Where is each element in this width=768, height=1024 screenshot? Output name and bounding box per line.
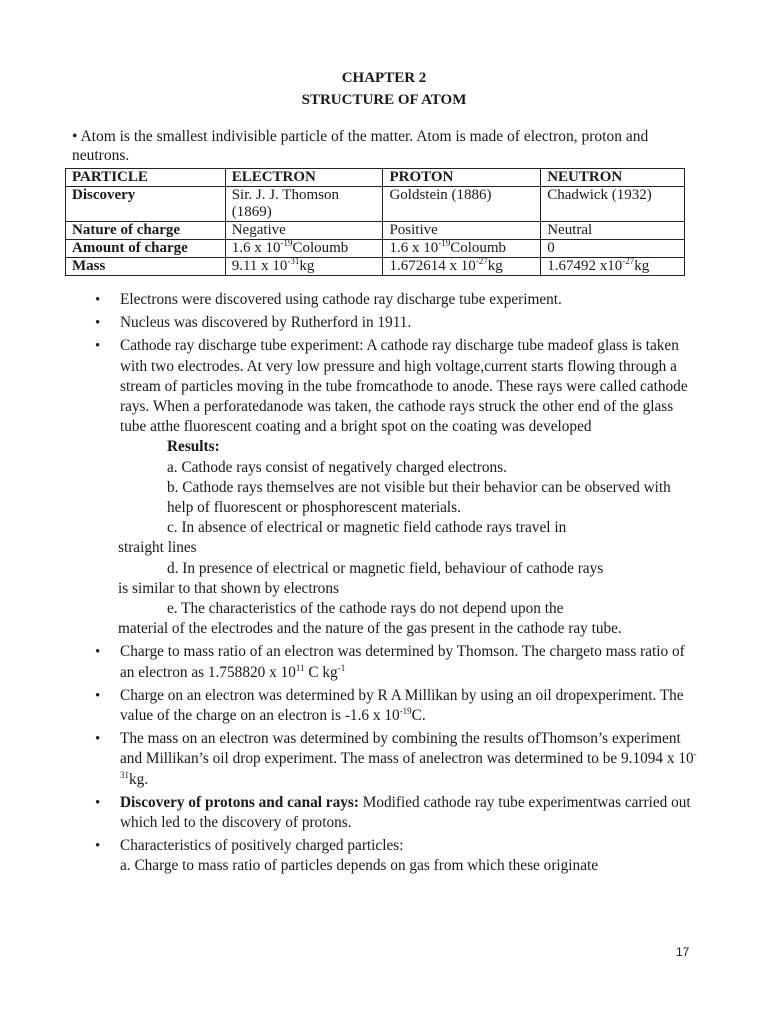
row-label: Nature of charge bbox=[66, 222, 226, 240]
list-item: • Charge on an electron was determined by R A Millikan by using an oil dropexperiment. The value of the charge on an electron is -1.6 x $10^{-19}C$. bbox=[95, 686, 700, 726]
table-cell: Goldstein (1886) bbox=[383, 187, 541, 222]
result-line: is similar to that shown by electrons bbox=[118, 579, 339, 597]
results-heading: Results: bbox=[167, 438, 220, 456]
intro-paragraph: • Atom is the smallest indivisible particle of the matter. Atom is made of electron, proton and neutrons. bbox=[72, 128, 649, 164]
row-label: Mass bbox=[66, 258, 226, 276]
result-line: a. Cathode rays consist of negatively charged electrons. bbox=[167, 458, 507, 476]
result-line: a. Charge to mass ratio of particles depends on gas from which these originate bbox=[120, 857, 599, 875]
table-row bbox=[66, 258, 685, 276]
paragraph: • Cathode ray discharge tube experiment: A cathode ray discharge tube madeof glass is taken with two electrodes. At very low pressure and high voltage,current starts flowing through a stream of particles moving in the tube fromcathode to anode. These rays were called cathode rays. When a perforatedanode was taken, the cathode rays struck the other end of the glass tube atthe fluorescent coating and a bright spot on the coating was developed bbox=[120, 337, 688, 436]
result-line: material of the electrodes and the nature of the gas present in the cathode ray tube. bbox=[118, 620, 622, 638]
page-number: 17 bbox=[676, 945, 690, 959]
table-cell: Sir. J. J. Thomson (1869) bbox=[225, 187, 383, 222]
particle-table bbox=[65, 168, 685, 276]
table-cell: Positive bbox=[383, 222, 541, 240]
list-item: • Characteristics of positively charged particles: a. Charge to mass ratio of particles depends on gas from which these originate bbox=[95, 836, 700, 876]
list-item: • Charge to mass ratio of an electron was determined by Thomson. The chargeto mass ratio of an electron as 1.758820 x $10^{11}$ C $kg^{-1}$ bbox=[95, 642, 700, 682]
table-header: PARTICLE bbox=[66, 169, 226, 187]
row-label: Discovery bbox=[66, 187, 226, 222]
table-row bbox=[66, 222, 685, 240]
list-item: • Discovery of protons and canal rays: Modified cathode ray tube experimentwas carried out which led to the discovery of protons. bbox=[95, 793, 700, 833]
table-header-row bbox=[66, 169, 685, 187]
list-item bbox=[95, 336, 700, 639]
table-cell: Neutral bbox=[541, 222, 685, 240]
table-cell: 1.6 x $10^{-19}Coloumb$ bbox=[225, 240, 383, 258]
result-line: straight lines bbox=[118, 539, 197, 557]
bullet-list bbox=[95, 290, 700, 880]
chapter-number: CHAPTER 2 bbox=[341, 70, 427, 86]
row-label: Amount of charge bbox=[66, 240, 226, 258]
table-cell: 1.67492 $x10^{-27}kg$ bbox=[541, 258, 685, 276]
result-line: b. Cathode rays themselves are not visible but their behavior can be observed with bbox=[167, 478, 671, 496]
table-row bbox=[66, 240, 685, 258]
table-cell: 9.11 x $10^{-31}kg$ bbox=[225, 258, 383, 276]
table-cell: 1.6 x $10^{-19}Coloumb$ bbox=[383, 240, 541, 258]
list-item: • Electrons were discovered using cathode ray discharge tube experiment. bbox=[95, 290, 700, 310]
table-header: ELECTRON bbox=[225, 169, 383, 187]
list-item: • Nucleus was discovered by Rutherford in 1911. bbox=[95, 313, 700, 333]
table-row bbox=[66, 187, 685, 222]
table-cell: Chadwick (1932) bbox=[541, 187, 685, 222]
result-line: d. In presence of electrical or magnetic field, behaviour of cathode rays bbox=[167, 559, 604, 577]
result-line: c. In absence of electrical or magnetic field cathode rays travel in bbox=[167, 519, 567, 537]
list-item: • The mass on an electron was determined by combining the results ofThomson’s experiment and Millikan’s oil drop experiment. The mass of anelectron was determined to be 9.1094 x $10^{-31}kg$. bbox=[95, 729, 700, 790]
result-line: help of fluorescent or phosphorescent materials. bbox=[167, 499, 461, 517]
chapter-title: STRUCTURE OF ATOM bbox=[301, 92, 467, 108]
table-cell: 0 bbox=[541, 240, 685, 258]
table-cell: Negative bbox=[225, 222, 383, 240]
table-header: NEUTRON bbox=[541, 169, 685, 187]
table-cell: 1.672614 x $10^{-27}kg$ bbox=[383, 258, 541, 276]
result-line: e. The characteristics of the cathode rays do not depend upon the bbox=[167, 600, 564, 618]
table-header: PROTON bbox=[383, 169, 541, 187]
